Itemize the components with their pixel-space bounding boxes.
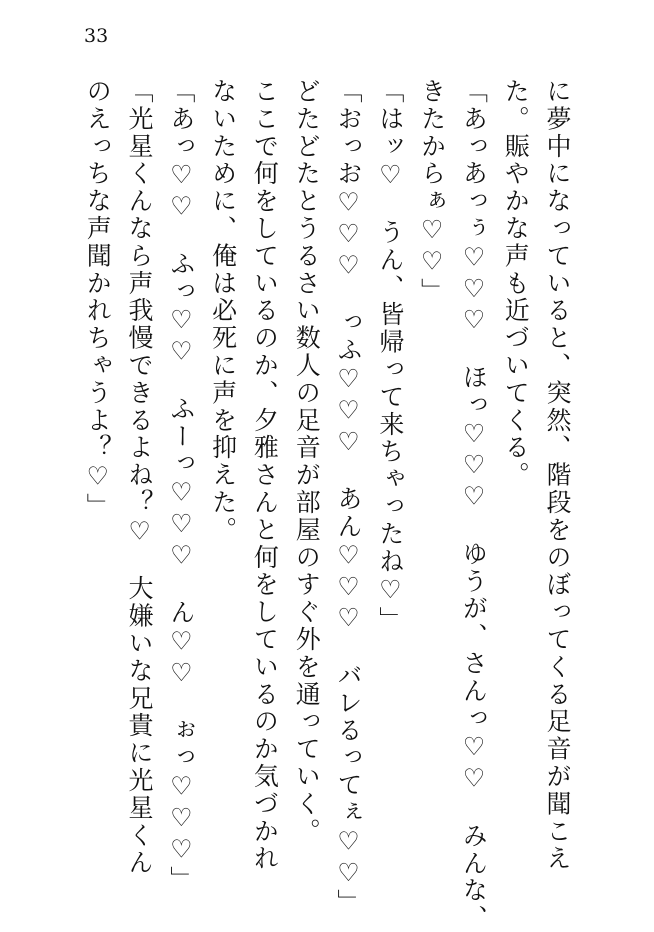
paragraph (285, 78, 327, 884)
text-line: どたどたとうるさい数人の足音が部屋のすぐ外を通っていく。 (292, 78, 322, 846)
text-line: 「光星くんなら声我慢できるよね？♡ 大嫌いな兄貴に光星くん (125, 78, 155, 877)
dialogue-line (76, 78, 160, 884)
text-line: ないために、俺は必死に声を抑えた。 (208, 78, 238, 544)
dialogue-line (160, 78, 202, 894)
dialogue-line (411, 78, 495, 932)
text-line: に夢中になっていると、突然、階段をのぼってくる足音が聞こえ (543, 78, 572, 873)
body-text (76, 78, 578, 932)
text-line: 「あっ♡♡ ふっ♡♡ ふーっ♡♡♡ ん♡♡ ぉっ♡♡♡」 (166, 78, 196, 894)
text-line: 「あっあっぅ♡♡♡ ほっ♡♡♡ ゆうが、さんっ♡♡ みんな、 (459, 78, 489, 932)
text-line: 「はッ♡ うん、皆帰って来ちゃったね♡」 (375, 78, 405, 634)
text-line: のえっちな声聞かれちゃうよ？♡」 (83, 78, 113, 521)
paragraph (494, 78, 578, 884)
text-line: ここで何をしているのか、夕雅さんと何をしているのか気づかれ (250, 78, 280, 873)
dialogue-line (327, 78, 369, 917)
paragraph (202, 78, 286, 884)
dialogue-line (369, 78, 411, 884)
text-line: きたからぁ♡♡」 (417, 78, 447, 306)
text-line: た。賑やかな声も近づいてくる。 (501, 78, 531, 489)
page-number: 33 (84, 25, 109, 47)
text-line: 「おっお♡♡♡ っふ♡♡♡ あん♡♡♡ バレるってぇ♡♡」 (334, 78, 364, 917)
